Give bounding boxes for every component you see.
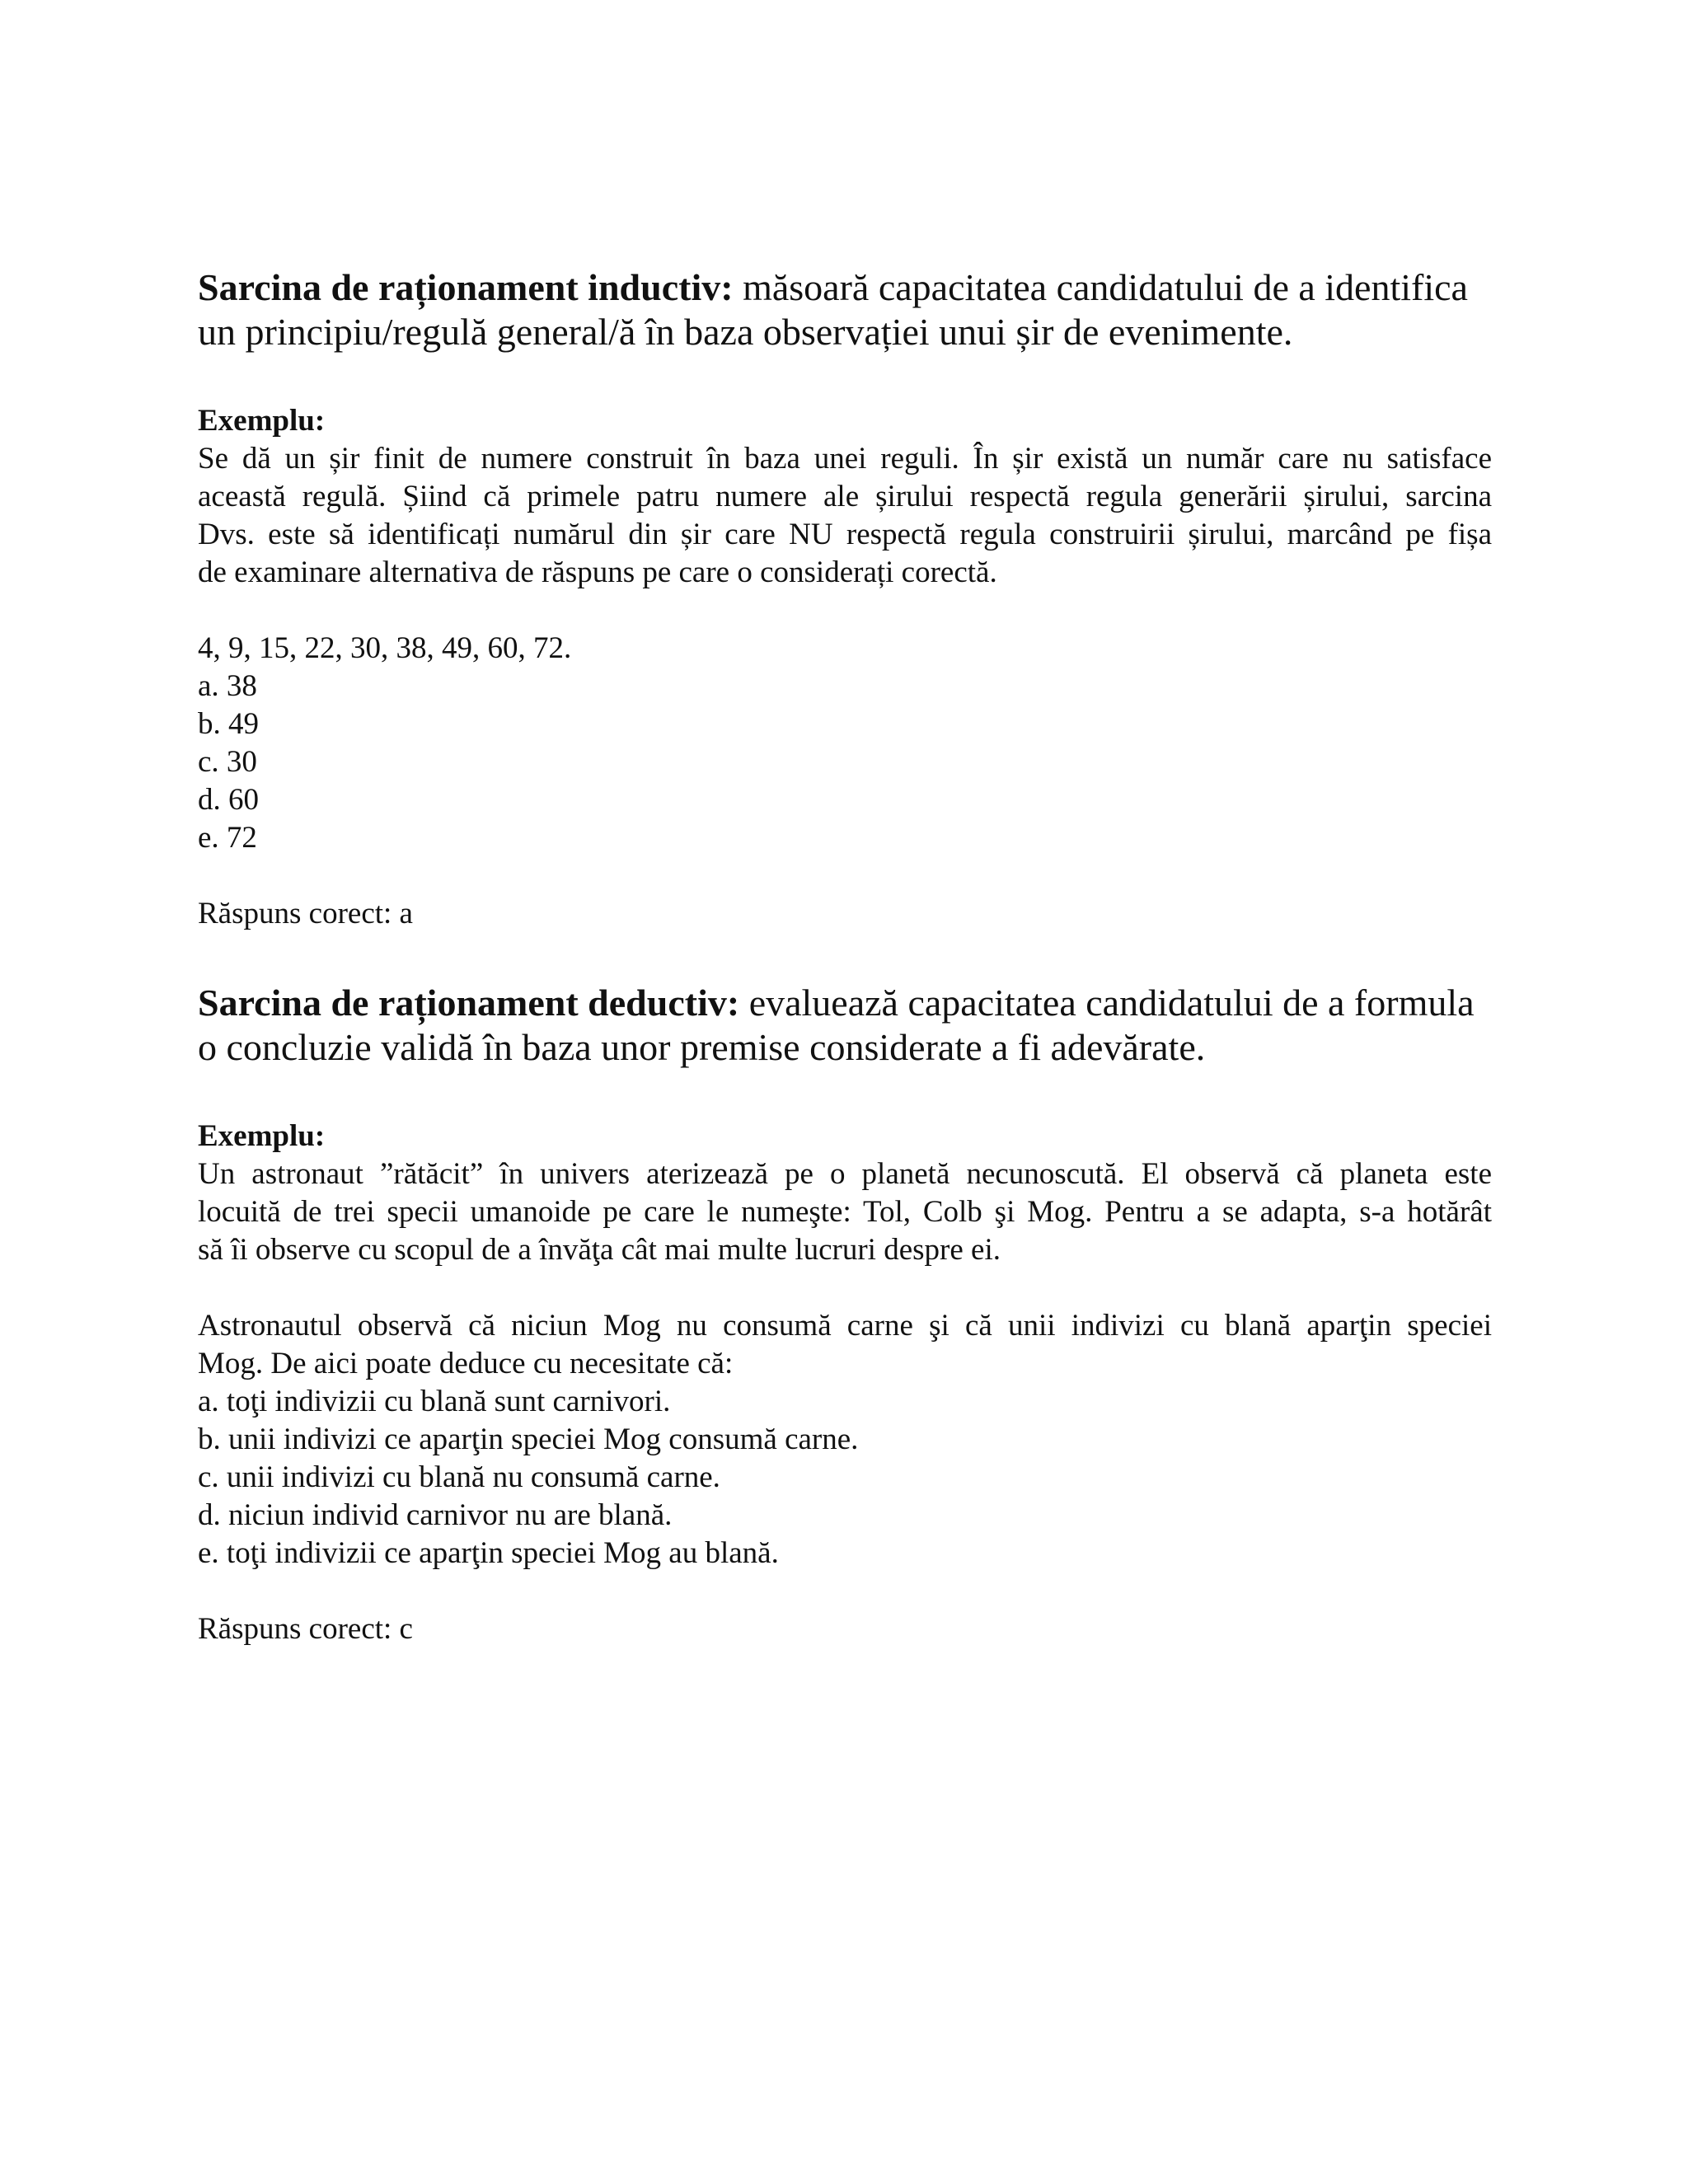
option-item: d. niciun individ carnivor nu are blană. (198, 1498, 673, 1532)
option-item: b. 49 (198, 707, 259, 741)
inductive-options (198, 668, 1492, 857)
document-page (198, 265, 1492, 1648)
deductive-heading-rest: evaluează capacitatea candidatului de a formula (739, 982, 1475, 1024)
inductive-heading-rest: măsoară capacitatea candidatului de a identifica (733, 266, 1468, 308)
inductive-prompt-line: de examinare alternativa de răspuns pe care o considerați corectă. (198, 555, 997, 589)
deductive-story-line: Un astronaut ”rătăcit” în univers aterizează pe o planetă necunoscută. El observă că planeta este (198, 1157, 1492, 1191)
spacer (198, 1269, 1492, 1307)
inductive-heading-lead: Sarcina de raționament inductiv: (198, 266, 734, 308)
option-item: c. 30 (198, 745, 257, 779)
deductive-example-label: Exemplu: (198, 1119, 326, 1153)
option-item: a. 38 (198, 669, 257, 703)
deductive-question-line: Astronautul observă că niciun Mog nu consumă carne şi că unii indivizi cu blană aparţin speciei (198, 1309, 1492, 1343)
deductive-story-line: să îi observe cu scopul de a învăţa cât mai multe lucruri despre ei. (198, 1233, 1001, 1267)
deductive-section (198, 981, 1492, 1648)
spacer (198, 857, 1492, 895)
option-item: e. 72 (198, 821, 257, 855)
inductive-prompt-line: această regulă. Șiind că primele patru numere ale șirului respectă regula generării șirului, sarcina (198, 480, 1492, 513)
inductive-example-label: Exemplu: (198, 404, 326, 438)
deductive-heading-line2: o concluzie validă în baza unor premise considerate a fi adevărate. (198, 1026, 1206, 1068)
inductive-heading (198, 265, 1492, 354)
option-item: c. unii indivizi cu blană nu consumă carne. (198, 1460, 720, 1494)
inductive-prompt-line: Se dă un șir finit de numere construit în baza unei reguli. În șir există un număr care nu satisface (198, 442, 1492, 476)
inductive-answer: Răspuns corect: a (198, 897, 413, 930)
spacer (198, 1572, 1492, 1610)
deductive-story-line: locuită de trei specii umanoide pe care le numeşte: Tol, Colb şi Mog. Pentru a se adapta, s-a hotărât (198, 1195, 1492, 1229)
inductive-heading-line2: un principiu/regulă general/ă în baza observației unui șir de evenimente. (198, 311, 1293, 353)
option-item: d. 60 (198, 783, 259, 817)
inductive-section (198, 265, 1492, 933)
deductive-answer: Răspuns corect: c (198, 1612, 413, 1646)
deductive-heading-lead: Sarcina de raționament deductiv: (198, 982, 740, 1024)
inductive-prompt (198, 440, 1492, 592)
option-item: b. unii indivizi ce aparţin speciei Mog consumă carne. (198, 1422, 859, 1456)
spacer (198, 592, 1492, 630)
option-item: a. toţi indivizii cu blană sunt carnivori. (198, 1385, 671, 1418)
deductive-story (198, 1155, 1492, 1269)
number-sequence: 4, 9, 15, 22, 30, 38, 49, 60, 72. (198, 631, 572, 665)
deductive-options (198, 1383, 1492, 1572)
inductive-prompt-line: Dvs. este să identificați numărul din șir care NU respectă regula construirii șirului, marcând pe fișa (198, 518, 1492, 551)
deductive-question (198, 1307, 1492, 1383)
deductive-heading (198, 981, 1492, 1070)
deductive-question-line: Mog. De aici poate deduce cu necesitate că: (198, 1347, 734, 1380)
option-item: e. toţi indivizii ce aparţin speciei Mog au blană. (198, 1536, 779, 1570)
